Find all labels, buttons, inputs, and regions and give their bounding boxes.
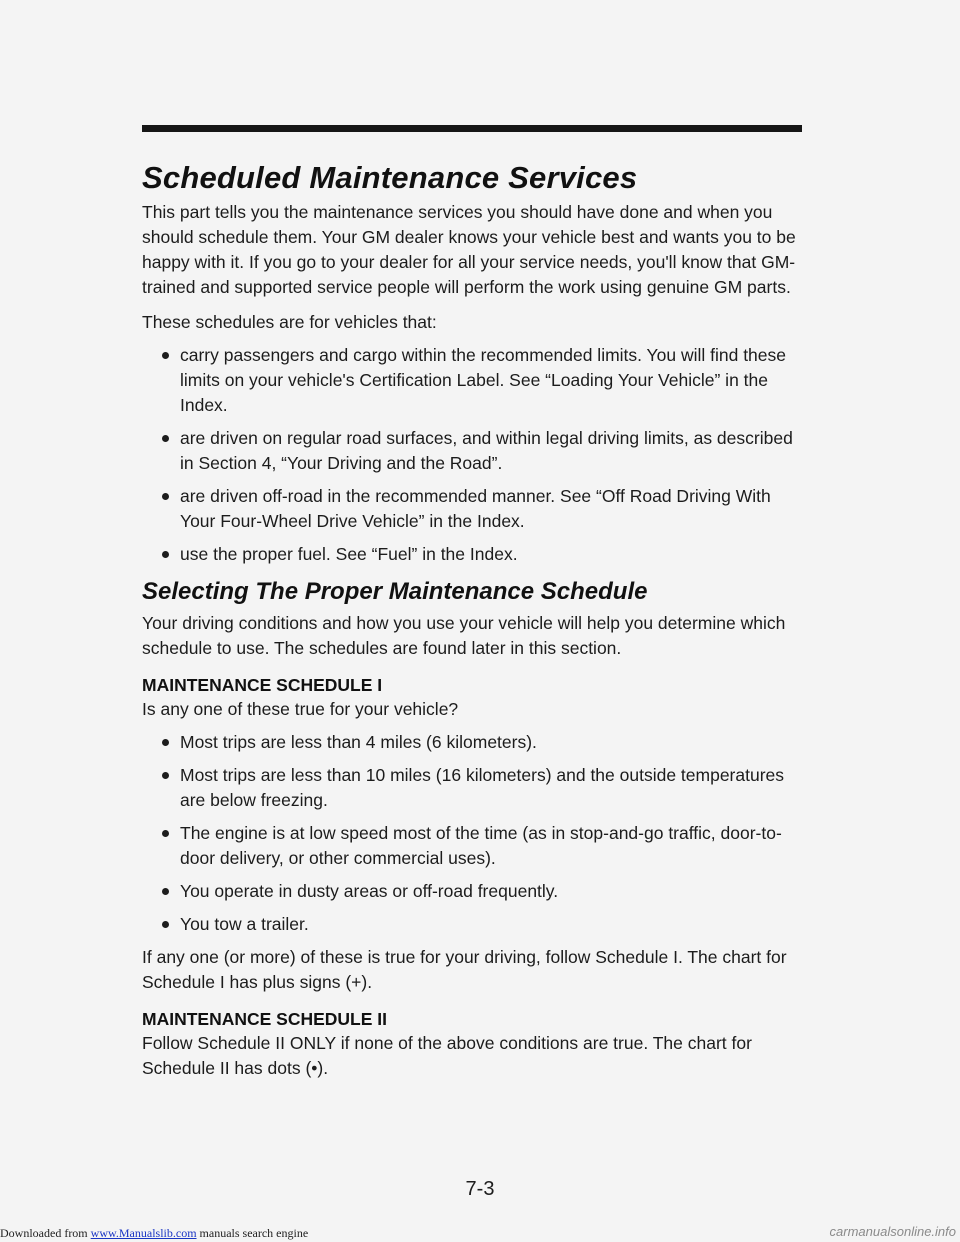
bullet-icon — [162, 830, 169, 837]
section-title: Selecting The Proper Maintenance Schedule — [142, 578, 648, 605]
schedule-1-question: Is any one of these true for your vehicle? — [142, 699, 459, 719]
bullet-icon — [162, 739, 169, 746]
intro-paragraph: This part tells you the maintenance services you should have done and when you should schedule them. Your GM dealer knows your vehicle best and wants you to be happy with it. If you go to your dealer for all your service needs, you'll know that GM-trained and supported service people will perform the work using genuine GM parts. — [142, 202, 796, 297]
site-watermark: carmanualsonline.info — [829, 1224, 956, 1239]
download-notice: Downloaded from www.Manualslib.com manuals search engine — [0, 1226, 309, 1240]
schedule-2-paragraph: Follow Schedule II ONLY if none of the above conditions are true. The chart for Schedule II has dots (•). — [142, 1033, 752, 1078]
intro-lead: These schedules are for vehicles that: — [142, 312, 437, 332]
schedule-1-conditions-list — [142, 730, 807, 937]
list-item: You tow a trailer. — [162, 912, 807, 937]
schedule-2-heading: MAINTENANCE SCHEDULE II — [142, 1009, 388, 1029]
schedule-1-conclusion: If any one (or more) of these is true for your driving, follow Schedule I. The chart for Schedule I has plus signs (+). — [142, 947, 787, 992]
header-rule — [142, 125, 802, 132]
list-item: carry passengers and cargo within the recommended limits. You will find these limits on your vehicle's Certification Label. See “Loading Your Vehicle” in the Index. — [162, 343, 807, 418]
list-item: You operate in dusty areas or off-road frequently. — [162, 879, 807, 904]
list-item: use the proper fuel. See “Fuel” in the Index. — [162, 542, 807, 567]
bullet-icon — [162, 921, 169, 928]
page-content — [142, 160, 807, 1081]
list-item: The engine is at low speed most of the time (as in stop-and-go traffic, door-to-door delivery, or other commercial uses). — [162, 821, 807, 871]
list-item: Most trips are less than 10 miles (16 kilometers) and the outside temperatures are below freezing. — [162, 763, 807, 813]
selecting-paragraph: Your driving conditions and how you use your vehicle will help you determine which schedule to use. The schedules are found later in this section. — [142, 613, 786, 658]
list-item: Most trips are less than 4 miles (6 kilometers). — [162, 730, 807, 755]
bullet-icon — [162, 888, 169, 895]
bullet-icon — [162, 493, 169, 500]
bullet-icon — [162, 772, 169, 779]
list-item: are driven off-road in the recommended manner. See “Off Road Driving With Your Four-Wheel Drive Vehicle” in the Index. — [162, 484, 807, 534]
manualslib-link[interactable]: www.Manualslib.com — [90, 1226, 197, 1240]
bullet-icon — [162, 352, 169, 359]
page-title: Scheduled Maintenance Services — [142, 160, 638, 195]
list-item: are driven on regular road surfaces, and within legal driving limits, as described in Section 4, “Your Driving and the Road”. — [162, 426, 807, 476]
bullet-icon — [162, 551, 169, 558]
bullet-icon — [162, 435, 169, 442]
page-number: 7-3 — [465, 1178, 495, 1200]
vehicle-conditions-list — [142, 343, 807, 567]
schedule-1-heading: MAINTENANCE SCHEDULE I — [142, 675, 383, 695]
